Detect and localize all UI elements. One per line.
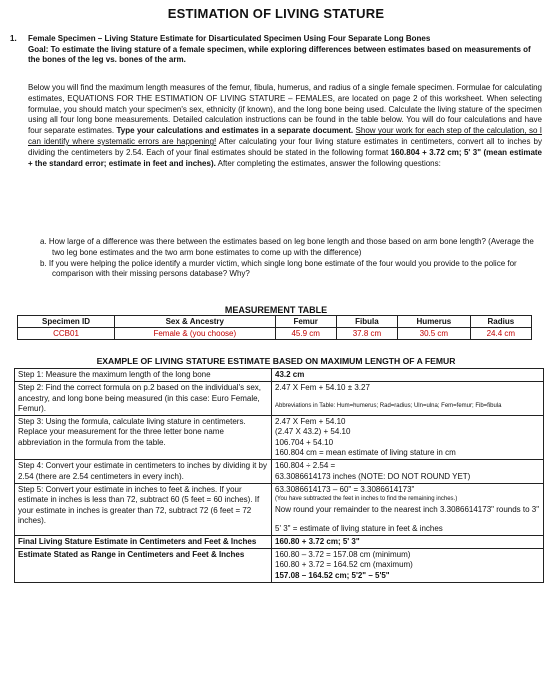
header-cell: Femur	[275, 316, 336, 328]
fibula-cell: 37.8 cm	[336, 328, 397, 340]
step-5-instruction: Step 5: Convert your estimate in inches to feet & inches. If your estimate in inches is less than 72, subtract 60 (5 feet = 60 inches). If your estimate in inches is greater than 72, subtract 72 (6 feet = 72 inches).	[15, 483, 272, 535]
example-step-3-row	[15, 416, 544, 460]
femur-cell: 45.9 cm	[275, 328, 336, 340]
instructions-underline-note: Show your work for each step of the calculation, so I can identify where systematic errors are happening!	[28, 126, 543, 146]
example-step-2-row	[15, 382, 544, 416]
range-estimate-value-cell	[272, 549, 544, 583]
instructions-questions-lead: After completing the estimates, answer the following questions:	[217, 158, 441, 168]
step-4-instruction: Step 4: Convert your estimate in centimeters to inches by dividing it by 2.54 (there are 2.54 centimeters in every inch).	[15, 460, 272, 484]
step-2-value-cell	[272, 382, 544, 416]
example-step-4-row	[15, 460, 544, 484]
instructions-text: Below you will find the maximum length measures of the femur, fibula, humerus, and radius of a single female specimen. Formulae for calculating estimates, EQUATIONS FOR THE ESTIMATION OF LIVING STATURE – FEMALES, are located on page 2 of this worksheet. When selecting formulae, you should match your specimen's sex, ethnicity (if known), and the long bone being used. Calculate the living stature of the specimen using all four long bone measurements. Detailed calculation instructions can be found in the table below. You will do four calculations and have four separate estimates.	[28, 83, 542, 136]
instructions-paragraph	[28, 83, 542, 169]
step-3-line-3: 106.704 + 54.10	[275, 437, 334, 447]
range-line-1: 160.80 – 3.72 = 157.08 cm (minimum)	[275, 550, 411, 560]
question-b: b. If you were helping the police identify a murder victim, which single long bone estimate of the four would you provide to the police for comparison with their missing persons database? Why?	[40, 258, 517, 279]
radius-cell: 24.4 cm	[470, 328, 531, 340]
example-range-row	[15, 549, 544, 583]
header-cell: Radius	[470, 316, 531, 328]
step-5-line-2: Now round your remainder to the nearest inch 3.3086614173" rounds to 3"	[275, 505, 540, 515]
step-3-line-4: 160.804 cm = mean estimate of living stature in cm	[275, 448, 456, 458]
specimen-id-cell: CCB01	[18, 328, 115, 340]
step-3-line-1: 2.47 X Fem + 54.10	[275, 417, 346, 427]
questions-list	[40, 237, 540, 280]
step-3-line-2: (2.47 X 43.2) + 54.10	[275, 427, 351, 437]
measurement-table-row	[18, 328, 532, 340]
example-table	[14, 368, 544, 583]
question-goal: Goal: To estimate the living stature of a female specimen, while exploring differences between estimates based on measurements of the bones of the leg vs. bones of the arm.	[28, 44, 531, 64]
header-cell: Fibula	[336, 316, 397, 328]
measurement-table-title: MEASUREMENT TABLE	[224, 305, 328, 315]
range-estimate-label: Estimate Stated as Range in Centimeters and Feet & Inches	[15, 549, 272, 583]
sex-ancestry-cell: Female & (you choose)	[115, 328, 276, 340]
question-1-header	[10, 34, 542, 66]
final-estimate-value: 160.80 + 3.72 cm; 5' 3"	[272, 535, 544, 548]
step-2-abbreviations: Abbreviations in Table: Hum=humerus; Rad=radius; Uln=ulna; Fem=femur; Fib=fibula	[275, 402, 502, 409]
page-title: ESTIMATION OF LIVING STATURE	[167, 6, 385, 21]
step-5-line-3: 5' 3" = estimate of living stature in feet & inches	[275, 523, 443, 533]
measurement-table-header-row	[18, 316, 532, 328]
range-line-2: 160.80 + 3.72 = 164.52 cm (maximum)	[275, 560, 413, 570]
instructions-conversion-text: After calculating your four living stature estimates in centimeters, convert all to inches by dividing the centimeters by 2.54. Each of your final estimates should be stated in the following format	[28, 136, 542, 157]
step-3-instruction: Step 3: Using the formula, calculate living stature in centimeters. Replace your measurement for the three letter bone name abbreviation in the formula from the table.	[15, 416, 272, 460]
example-step-1-row	[15, 369, 544, 382]
instructions-bold-note: Type your calculations and estimates in a separate document.	[116, 126, 354, 136]
range-line-3: 157.08 – 164.52 cm; 5'2" – 5'5"	[275, 570, 390, 580]
step-5-value-cell	[272, 483, 544, 535]
humerus-cell: 30.5 cm	[398, 328, 471, 340]
measurement-table	[17, 315, 532, 340]
step-4-line-1: 160.804 ÷ 2.54 =	[275, 461, 336, 471]
step-2-formula: 2.47 X Fem + 54.10 ± 3.27	[275, 383, 370, 393]
step-4-value-cell	[272, 460, 544, 484]
question-heading: Female Specimen – Living Stature Estimate for Disarticulated Specimen Using Four Separate Long Bones	[28, 34, 431, 43]
example-step-5-row	[15, 483, 544, 535]
example-table-title: EXAMPLE OF LIVING STATURE ESTIMATE BASED ON MAXIMUM LENGTH OF A FEMUR	[96, 356, 456, 366]
question-a: a. How large of a difference was there between the estimates based on leg bone length and those based on arm bone length? (Average the two leg bone estimates and the two arm bone estimates to come up with the difference)	[40, 237, 534, 257]
question-number: 1.	[10, 34, 17, 43]
header-cell: Specimen ID	[18, 316, 115, 328]
step-1-instruction: Step 1: Measure the maximum length of the long bone	[15, 369, 272, 382]
instructions-format: 160.804 + 3.72 cm; 5' 3" (mean estimate + the standard error; estimate in feet and inches).	[28, 147, 542, 168]
header-cell: Humerus	[398, 316, 471, 328]
header-cell: Sex & Ancestry	[115, 316, 276, 328]
step-5-line-1: 63.3086614173 – 60" = 3.3086614173"	[275, 484, 415, 494]
step-2-instruction: Step 2: Find the correct formula on p.2 based on the individual's sex, ancestry, and long bone being measured (in this case: Euro Female, Femur).	[15, 382, 272, 416]
step-5-note: (You have subtracted the feet in inches to find the remaining inches.)	[275, 496, 458, 503]
final-estimate-label: Final Living Stature Estimate in Centimeters and Feet & Inches	[15, 535, 272, 548]
example-final-row	[15, 535, 544, 548]
step-1-value: 43.2 cm	[272, 369, 544, 382]
step-3-value-cell	[272, 416, 544, 460]
step-4-line-2: 63.3086614173 inches (NOTE: DO NOT ROUND YET)	[275, 471, 471, 481]
